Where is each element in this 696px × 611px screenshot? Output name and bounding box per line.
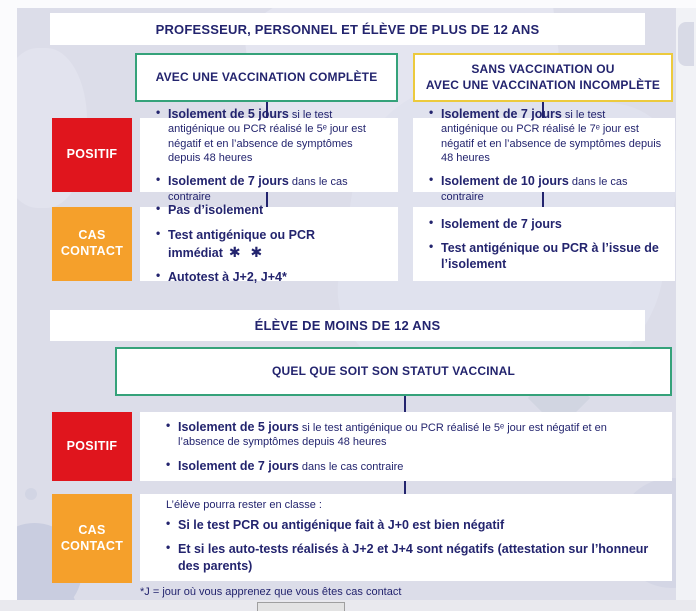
row-label-text: CAS CONTACT bbox=[60, 522, 124, 553]
bullet-item: • Isolement de 7 jours si le test antigénique ou PCR réalisé le 7ᵉ jour est négatif et en l’absence de symptômes depuis 48 heures bbox=[429, 106, 665, 165]
cell-contact-under12 bbox=[140, 494, 672, 581]
header-vaccination-complete bbox=[135, 53, 398, 102]
row-label-positif bbox=[52, 118, 132, 192]
header-line: QUEL QUE SOIT SON STATUT VACCINAL bbox=[271, 363, 516, 378]
cell-positif-under12 bbox=[140, 412, 672, 481]
row-label-positif bbox=[52, 412, 132, 481]
connector-line bbox=[542, 192, 544, 207]
header-statut-vaccinal bbox=[115, 347, 672, 396]
section1-title-band bbox=[50, 13, 645, 45]
bullet-item: • Isolement de 5 jours si le test antigénique ou PCR réalisé le 5ᵉ jour est négatif et en l’absence de symptômes depuis 48 heures bbox=[166, 419, 652, 450]
row-label-text: POSITIF bbox=[66, 438, 118, 453]
row-label-text: POSITIF bbox=[66, 147, 118, 162]
bullet-item: • Isolement de 5 jours si le test antigénique ou PCR réalisé le 5ᵉ jour est négatif et en l’absence de symptômes depuis 48 heures bbox=[156, 106, 388, 165]
bottom-page-strip bbox=[0, 600, 696, 611]
footnote: *J = jour où vous apprenez que vous êtes cas contact bbox=[140, 586, 402, 598]
decor-virus-dot bbox=[25, 488, 37, 500]
bullet-item: • Isolement de 7 jours bbox=[429, 216, 665, 232]
bullet-item: • Et si les auto-tests réalisés à J+2 et J+4 sont négatifs (attestation sur l’honneur des parents) bbox=[166, 541, 652, 574]
bullet-item: • Isolement de 7 jours dans le cas contraire bbox=[166, 458, 652, 474]
bottom-partial-control[interactable] bbox=[257, 602, 345, 611]
section1-title: PROFESSEUR, PERSONNEL ET ÉLÈVE DE PLUS DE 12 ANS bbox=[155, 21, 540, 37]
section2-title-band bbox=[50, 310, 645, 341]
cell-contact-vaccinated bbox=[140, 203, 398, 285]
row-label-cas-contact bbox=[52, 494, 132, 583]
bullet-item: • Autotest à J+2, J+4* bbox=[156, 269, 388, 285]
bullet-item: • Si le test PCR ou antigénique fait à J+0 est bien négatif bbox=[166, 517, 652, 533]
cell-positif-vaccinated bbox=[140, 107, 398, 203]
section2-title: ÉLÈVE DE MOINS DE 12 ANS bbox=[254, 318, 441, 333]
decor-shape bbox=[678, 22, 694, 66]
connector-line bbox=[404, 481, 406, 494]
row-label-text: CAS CONTACT bbox=[60, 228, 124, 258]
cell-intro-text: L’élève pourra rester en classe : bbox=[166, 499, 322, 512]
double-asterisk-mark: ✱ ✱ bbox=[228, 244, 266, 260]
cell-contact-unvaccinated bbox=[413, 207, 675, 281]
bullet-item: • Isolement de 10 jours dans le cas contraire bbox=[429, 173, 665, 204]
bullet-item: • Test antigénique ou PCR à l’issue de l’isolement bbox=[429, 240, 665, 273]
header-line: SANS VACCINATION OU bbox=[471, 61, 615, 76]
header-sans-vaccination bbox=[413, 53, 673, 102]
page-right-margin bbox=[676, 8, 696, 600]
bullet-item: • Test antigénique ou PCR immédiat ✱ ✱ bbox=[156, 227, 388, 262]
bullet-item: • Pas d’isolement bbox=[156, 202, 388, 218]
header-line: AVEC UNE VACCINATION COMPLÈTE bbox=[155, 69, 378, 84]
row-label-cas-contact bbox=[52, 207, 132, 281]
connector-line bbox=[404, 396, 406, 412]
bullet-item: • Isolement de 7 jours dans le cas contraire bbox=[156, 173, 388, 204]
cell-positif-unvaccinated bbox=[413, 107, 675, 203]
header-line: AVEC UNE VACCINATION INCOMPLÈTE bbox=[425, 77, 661, 92]
